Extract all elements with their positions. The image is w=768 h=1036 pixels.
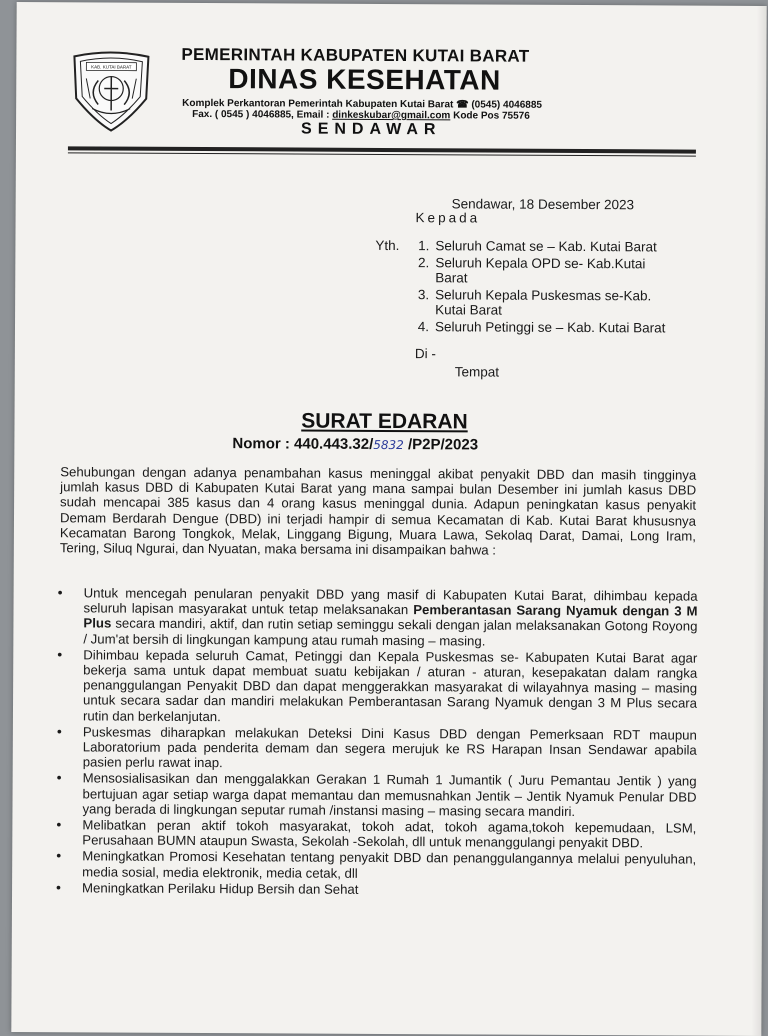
list-item: • Melibatkan peran aktif tokoh masyarakat, tokoh adat, tokoh agama,tokoh kepemudaan, LSM, Perusahaan BUMN ataupun Swasta, Sekolah -Sekolah, dll untuk menanggulangi penyakit DBD. <box>56 817 696 851</box>
page-edge-shadow <box>751 6 766 1036</box>
point-bold-text: Pemberantasan Sarang Nyamuk dengan 3 M Plus <box>83 602 698 631</box>
recipient-list <box>407 238 708 338</box>
letterhead-contact <box>192 109 530 122</box>
letterhead-email: dinkeskubar@gmail.com <box>332 109 451 122</box>
recipient-text: Seluruh Kepala OPD se- Kab.Kutai Barat <box>435 255 646 286</box>
recipient-number: 1. <box>418 238 430 254</box>
handwritten-number: 5832 <box>373 437 404 453</box>
list-item: • Mensosialisasikan dan menggalakkan Gerakan 1 Rumah 1 Jumantik ( Juru Pemantau Jentik ) yang bertujuan agar setiap warga dapat memantau dan memusnahkan Jentik – Jentik Nyamuk Penular DBD yang berada di lingkungan seputar rumah /instansi masing – masing secara mandiri. <box>56 771 696 820</box>
recipient-item <box>407 319 707 336</box>
letter-page <box>11 2 766 1036</box>
recipient-number: 3. <box>417 287 430 303</box>
recipient-text: Seluruh Petinggi se – Kab. Kutai Barat <box>434 319 666 336</box>
point-text: secara mandiri, aktif, dan rutin setiap seminggu sekali dengan jalan melaksanakan Gotong Royong / Jum'at bersih di lingkungan kampung atau rumah masing – masing. <box>83 615 698 649</box>
points-list <box>56 585 698 899</box>
intro-paragraph: Sehubungan dengan adanya penambahan kasus meninggal akibat penyakit DBD dan masih tingginya jumlah kasus DBD di Kabupaten Kutai Barat yang mana sampai bulan Desember ini jumlah kasus DBD sudah mencapai 385 kasus dan 4 orang kasus meninggal dunia. Adapun peningkatan kasus penyakit Demam Berdarah Dengue (DBD) ini terjadi hampir di semua Kecamatan di Kab. Kutai Barat khususnya Kecamatan Barong Tongkok, Melak, Linggang Bigung, Muara Lawa, Sekolaq Darat, Damai, Long Iram, Tering, Siluq Ngurai, dan Nyuatan, maka bersama ini disampaikan bahwa : <box>59 464 697 558</box>
recipient-item <box>407 255 707 287</box>
recipient-text: Seluruh Kepala Puskesmas se-Kab. Kutai Barat <box>435 287 652 318</box>
point-text: Untuk mencegah penularan penyakit DBD yang masif di Kabupaten Kutai Barat, dihimbau kepada seluruh lapisan masyarakat untuk tetap melaksanakan <box>83 585 698 618</box>
document-title: SURAT EDARAN <box>301 409 468 434</box>
list-item <box>57 585 697 649</box>
letter-date: Sendawar, 18 Desember 2023 <box>451 196 635 213</box>
recipient-item <box>407 287 707 319</box>
document-number-suffix: /P2P/2023 <box>403 436 479 454</box>
letterhead-postcode: Kode Pos 75576 <box>450 110 530 122</box>
document-number <box>232 435 478 453</box>
di-label: Di - <box>414 346 436 362</box>
recipient-number: 4. <box>417 319 430 335</box>
document-title-wrap <box>14 408 764 436</box>
recipient-item <box>407 238 707 255</box>
letterhead-agency: DINAS KESEHATAN <box>228 63 501 96</box>
list-item: • Dihimbau kepada seluruh Camat, Petinggi dan Kepala Puskesmas se- Kabupaten Kutai Barat agar bekerja sama untuk dapat membuat suatu kebijakan / aturan - aturan, kesepakatan dalam rangka penanggulangan Penyakit DBD dan dapat menggerakkan masyarakat di wilayahnya masing – masing untuk secara sadar dan mandiri melakukan Pemberantasan Sarang Nyamuk dengan 3 M Plus secara rutin dan berkelanjutan. <box>57 647 697 726</box>
recipient-text: Seluruh Camat se – Kab. Kutai Barat <box>435 238 657 255</box>
kutai-barat-emblem-icon <box>68 48 154 132</box>
list-item: • Puskesmas diharapkan melakukan Deteksi Dini Kasus DBD dengan Pemerksaan RDT maupun Laboratorium pada penderita demam dan segera merujuk ke RS Harapan Insan Sendawar apabila pasien perlu rawat inap. <box>57 724 697 773</box>
yth-label: Yth. <box>375 237 400 254</box>
letterhead-city: SENDAWAR <box>300 120 442 139</box>
tempat-label: Tempat <box>454 364 500 380</box>
svg-text:KAB. KUTAI BARAT: KAB. KUTAI BARAT <box>91 64 132 70</box>
letterhead-government: PEMERINTAH KABUPATEN KUTAI BARAT <box>181 44 530 66</box>
recipient-number: 2. <box>418 255 430 271</box>
kepada-label: Kepada <box>415 210 481 226</box>
letterhead-address: Komplek Perkantoran Pemerintah Kabupaten Kutai Barat ☎ (0545) 4046885 <box>182 97 543 111</box>
list-item: • Meningkatkan Promosi Kesehatan tentang penyakit DBD dan penanggulangannya melalui penyuluhan, media sosial, media elektronik, media cetak, dll <box>56 849 696 883</box>
list-item: • Meningkatkan Perilaku Hidup Bersih dan Sehat <box>56 880 696 899</box>
letterhead-fax: Fax. ( 0545 ) 4046885, Email : <box>192 108 333 121</box>
document-number-prefix: Nomor : 440.443.32/ <box>232 435 374 453</box>
